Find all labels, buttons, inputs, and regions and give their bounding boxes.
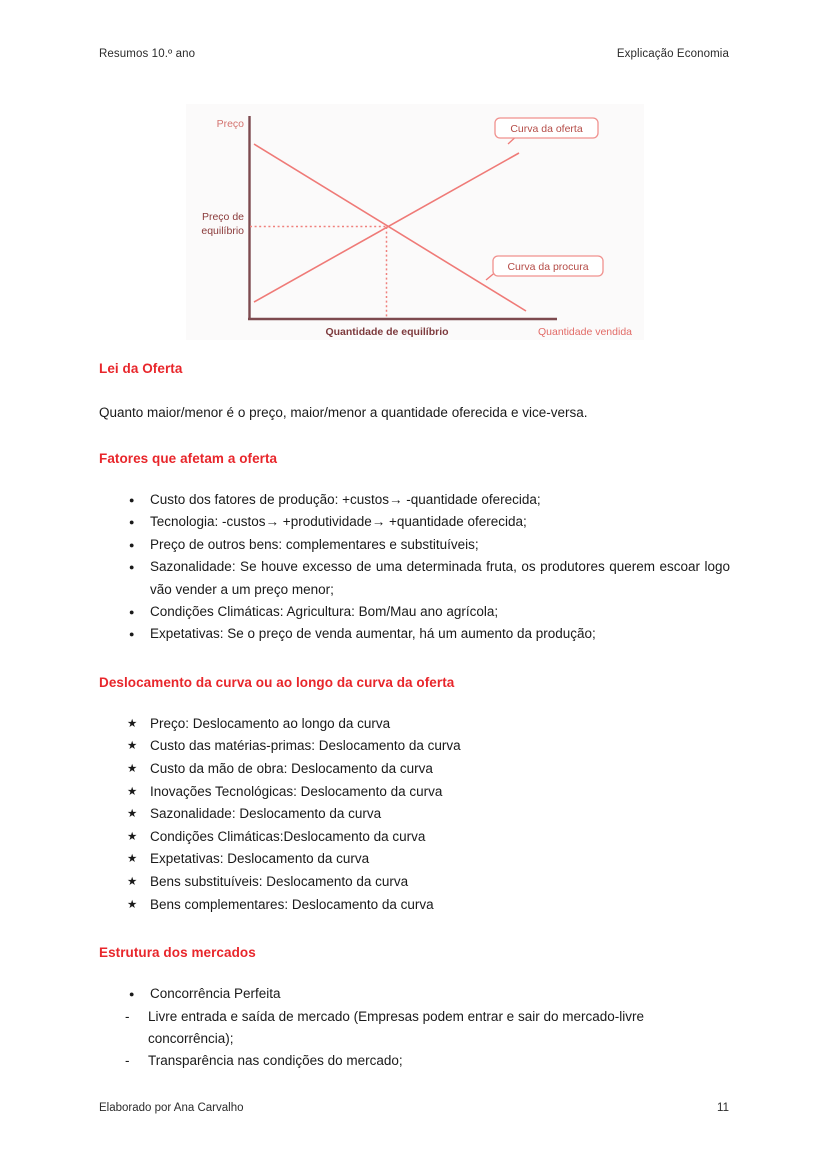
paragraph-lei-da-oferta: Quanto maior/menor é o preço, maior/menor a quantidade oferecida e vice-versa. — [99, 405, 588, 420]
supply-curve-callout — [495, 118, 598, 138]
list-item: ★ Bens complementares: Deslocamento da curva — [99, 894, 730, 917]
footer-page-number: 11 — [717, 1102, 729, 1114]
list-item: ★ Custo das matérias-primas: Deslocamento da curva — [99, 735, 730, 758]
equilibrium-price-label-line2: equilíbrio — [201, 225, 244, 237]
spacer — [99, 916, 730, 944]
section-heading-lei-da-oferta: Lei da Oferta — [99, 361, 183, 376]
spacer — [99, 961, 730, 983]
sublist-wrapper — [99, 1006, 730, 1073]
section-heading-deslocamento: Deslocamento da curva ou ao longo da curva da oferta — [99, 674, 455, 690]
equilibrium-price-label-line1: Preço de — [201, 211, 244, 223]
spacer — [99, 646, 730, 674]
header-right-text: Explicação Economia — [616, 48, 729, 60]
demand-curve-line — [254, 144, 526, 311]
header-left-text: Resumos 10.º ano — [99, 48, 196, 60]
demand-callout-label: Curva da procura — [507, 261, 589, 273]
list-item: ● Custo dos fatores de produção: +custos→ -quantidade oferecida; — [99, 489, 730, 511]
list-estrutura-dos-mercados — [99, 983, 730, 1005]
list-item: ★ Bens substituíveis: Deslocamento da curva — [99, 871, 730, 894]
list-item: ★ Expetativas: Deslocamento da curva — [99, 848, 730, 871]
list-concorrencia-perfeita-details — [99, 1006, 730, 1073]
spacer — [99, 422, 730, 450]
list-item: - Livre entrada e saída de mercado (Empresas podem entrar e sair do mercado-livre concorrência); — [99, 1006, 730, 1051]
page-running-header — [99, 48, 729, 60]
list-deslocamento-da-curva — [99, 713, 730, 916]
spacer — [99, 377, 730, 403]
equilibrium-quantity-label: Quantidade de equilíbrio — [325, 326, 449, 338]
section-heading-fatores: Fatores que afetam a oferta — [99, 451, 278, 466]
chart-svg — [186, 104, 644, 340]
list-item: ★ Sazonalidade: Deslocamento da curva — [99, 803, 730, 826]
list-item: ● Sazonalidade: Se houve excesso de uma determinada fruta, os produtores querem escoar logo vão vender a um preço menor; — [99, 556, 730, 601]
list-fatores-que-afetam-a-oferta — [99, 489, 730, 646]
document-body — [99, 360, 730, 1073]
list-item: ● Condições Climáticas: Agricultura: Bom/Mau ano agrícola; — [99, 601, 730, 623]
list-item: ★ Custo da mão de obra: Deslocamento da curva — [99, 758, 730, 781]
list-item: ● Expetativas: Se o preço de venda aumentar, há um aumento da produção; — [99, 623, 730, 645]
x-axis-title: Quantidade vendida — [538, 326, 632, 338]
spacer — [99, 691, 730, 713]
list-item: ★ Preço: Deslocamento ao longo da curva — [99, 713, 730, 736]
supply-demand-chart — [186, 104, 644, 340]
page-running-footer — [99, 1102, 729, 1114]
footer-author-text: Elaborado por Ana Carvalho — [99, 1102, 244, 1114]
section-heading-estrutura-dos-mercados: Estrutura dos mercados — [99, 945, 256, 961]
list-item: ● Concorrência Perfeita — [99, 983, 730, 1005]
y-axis-title: Preço — [216, 118, 244, 130]
spacer — [99, 467, 730, 489]
list-item: ★ Condições Climáticas:Deslocamento da curva — [99, 826, 730, 849]
list-item: - Transparência nas condições do mercado; — [99, 1050, 730, 1072]
list-item: ★ Inovações Tecnológicas: Deslocamento da curva — [99, 781, 730, 804]
demand-curve-callout — [493, 256, 603, 276]
supply-callout-label: Curva da oferta — [510, 123, 583, 135]
list-item: ● Tecnologia: -custos→ +produtividade→ +quantidade oferecida; — [99, 511, 730, 533]
list-item: ● Preço de outros bens: complementares e substituíveis; — [99, 534, 730, 556]
